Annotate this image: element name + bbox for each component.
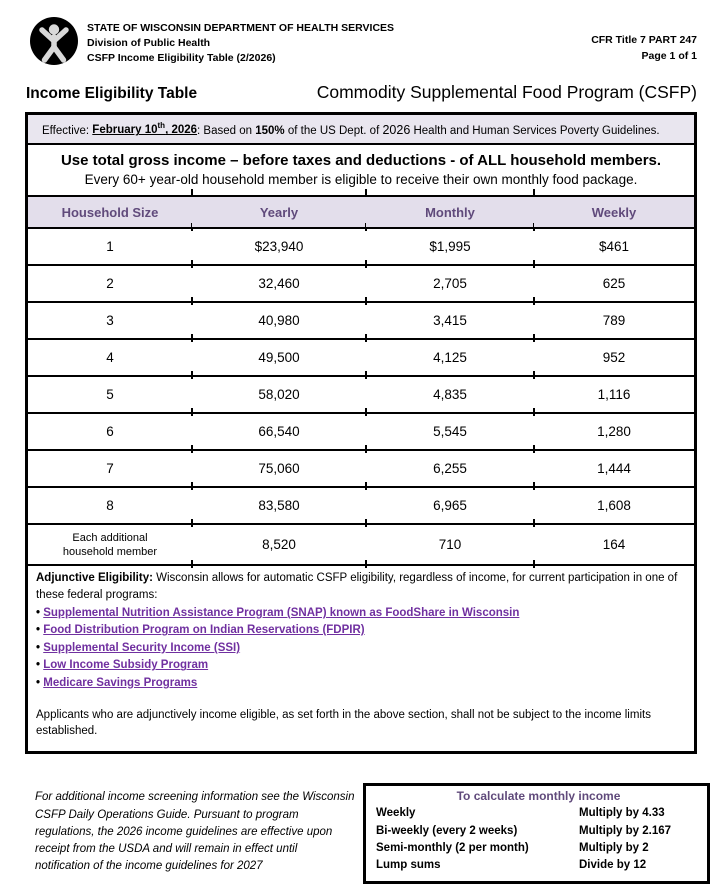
ssi-link[interactable]: Supplemental Security Income (SSI) (43, 641, 241, 654)
calc-row (376, 857, 701, 874)
calc-label: Bi-weekly (every 2 weeks) (376, 824, 518, 837)
cell-monthly: 4,835 (366, 376, 534, 413)
cell-weekly: 1,608 (534, 487, 694, 524)
cell-size: 8 (28, 487, 192, 524)
gross-income-instructions (28, 145, 694, 197)
cell-weekly: 1,280 (534, 413, 694, 450)
page-number: Page 1 of 1 (641, 49, 697, 62)
effective-date: February 10th, 2026 (92, 121, 198, 137)
cell-weekly: 952 (534, 339, 694, 376)
effective-suffix: Health and Human Services Poverty Guidelines. (410, 124, 660, 137)
cell-monthly: 5,545 (366, 413, 534, 450)
page-title: Income Eligibility Table (26, 84, 198, 102)
agency-division: Division of Public Health (87, 37, 211, 50)
calc-row (376, 823, 701, 840)
income-screening-note: For additional income screening information see the Wisconsin CSFP Daily Operations Guide. Pursuant to program regulations, the 2026 income guidelines are effective upon receipt from the USDA and will remain in effect until notification of the income guidelines for 2027 (35, 791, 355, 873)
cell-additional-label: Each additional household member (28, 524, 192, 565)
document-header (0, 0, 721, 67)
list-item (36, 640, 684, 656)
table-row (28, 302, 694, 339)
fdpir-link[interactable]: Food Distribution Program on Indian Reservations (FDPIR) (43, 624, 365, 637)
calc-box-title: To calculate monthly income (456, 789, 621, 804)
eligibility-box (25, 112, 697, 755)
col-monthly: Monthly (366, 197, 534, 228)
table-row (28, 487, 694, 524)
col-weekly: Weekly (534, 197, 694, 228)
cell-yearly: 32,460 (192, 265, 366, 302)
cell-monthly: 3,415 (366, 302, 534, 339)
cell-size: 1 (28, 228, 192, 265)
cell-size: 5 (28, 376, 192, 413)
agency-name: STATE OF WISCONSIN DEPARTMENT OF HEALTH SERVICES (87, 22, 395, 34)
calc-label: Weekly (376, 807, 416, 820)
cell-weekly: 789 (534, 302, 694, 339)
snap-foodshare-link[interactable]: Supplemental Nutrition Assistance Program (SNAP) known as FoodShare in Wisconsin (43, 606, 520, 619)
agency-info (87, 17, 394, 67)
title-row (26, 82, 697, 103)
additional-member-row (28, 524, 694, 565)
table-row (28, 265, 694, 302)
cell-size: 4 (28, 339, 192, 376)
cell-monthly: 2,705 (366, 265, 534, 302)
adjunctive-note: Applicants who are adjunctively income eligible, as set forth in the above section, shall not be subject to the income limits established. (36, 709, 651, 738)
table-row (28, 228, 694, 265)
low-income-subsidy-link[interactable]: Low Income Subsidy Program (43, 659, 209, 672)
page-footer (35, 783, 710, 884)
list-item (36, 605, 684, 621)
calc-value: Multiply by 2.167 (579, 824, 672, 837)
cell-size: 2 (28, 265, 192, 302)
table-row (28, 413, 694, 450)
cell-monthly: 6,255 (366, 450, 534, 487)
calc-row (376, 840, 701, 857)
effective-mid2: of the US Dept. of (284, 124, 383, 137)
cfr-citation: CFR Title 7 PART 247 (591, 34, 697, 46)
cell-monthly: 6,965 (366, 487, 534, 524)
cell-monthly: $1,995 (366, 228, 534, 265)
table-header-row (28, 197, 694, 228)
cell-size: 3 (28, 302, 192, 339)
cell-weekly: 164 (534, 524, 694, 565)
cell-monthly: 4,125 (366, 339, 534, 376)
medicare-savings-link[interactable]: Medicare Savings Programs (43, 677, 198, 690)
calc-value: Multiply by 4.33 (579, 807, 665, 820)
income-eligibility-table (28, 197, 694, 566)
regulation-reference (591, 17, 697, 65)
calc-label: Lump sums (376, 859, 441, 872)
calc-value: Divide by 12 (579, 859, 647, 872)
cell-weekly: 1,444 (534, 450, 694, 487)
cell-monthly: 710 (366, 524, 534, 565)
col-yearly: Yearly (192, 197, 366, 228)
cell-yearly: 49,500 (192, 339, 366, 376)
calc-label: Semi-monthly (2 per month) (376, 841, 529, 854)
instruction-bold-line: Use total gross income – before taxes and deductions - of ALL household members. (60, 152, 662, 170)
table-row (28, 339, 694, 376)
cell-yearly: 66,540 (192, 413, 366, 450)
instruction-sub-line: Every 60+ year-old household member is eligible to receive their own monthly food package. (84, 172, 638, 188)
list-item (36, 622, 684, 638)
monthly-income-calc-box (363, 783, 710, 884)
cell-weekly: 625 (534, 265, 694, 302)
poverty-percentage: 150% (255, 124, 285, 137)
adjunctive-eligibility-section (28, 566, 694, 751)
list-item (36, 657, 684, 673)
wisconsin-dhs-logo-icon (30, 17, 78, 65)
cell-size: 6 (28, 413, 192, 450)
effective-prefix: Effective: (42, 124, 93, 137)
cell-yearly: 83,580 (192, 487, 366, 524)
table-row (28, 450, 694, 487)
cell-yearly: $23,940 (192, 228, 366, 265)
cell-size: 7 (28, 450, 192, 487)
cell-yearly: 58,020 (192, 376, 366, 413)
calc-row (376, 805, 701, 822)
cell-weekly: 1,116 (534, 376, 694, 413)
adjunctive-heading: Adjunctive Eligibility: (36, 572, 153, 585)
effective-mid: : Based on (197, 124, 256, 137)
col-household-size: Household Size (28, 197, 192, 228)
calc-value: Multiply by 2 (579, 841, 649, 854)
program-title: Commodity Supplemental Food Program (CSFP) (316, 81, 697, 102)
guidelines-year: 2026 (382, 122, 411, 137)
table-row (28, 376, 694, 413)
adjunctive-intro (36, 570, 684, 602)
cell-yearly: 40,980 (192, 302, 366, 339)
adjunctive-intro-text: Wisconsin allows for automatic CSFP eligibility, regardless of income, for current participation in one of these federal programs: (36, 572, 678, 601)
cell-yearly: 8,520 (192, 524, 366, 565)
list-item (36, 675, 684, 691)
document-id: CSFP Income Eligibility Table (2/2026) (87, 52, 276, 65)
effective-date-banner (28, 115, 694, 146)
cell-yearly: 75,060 (192, 450, 366, 487)
adjunctive-program-list (36, 605, 684, 691)
cell-weekly: $461 (534, 228, 694, 265)
